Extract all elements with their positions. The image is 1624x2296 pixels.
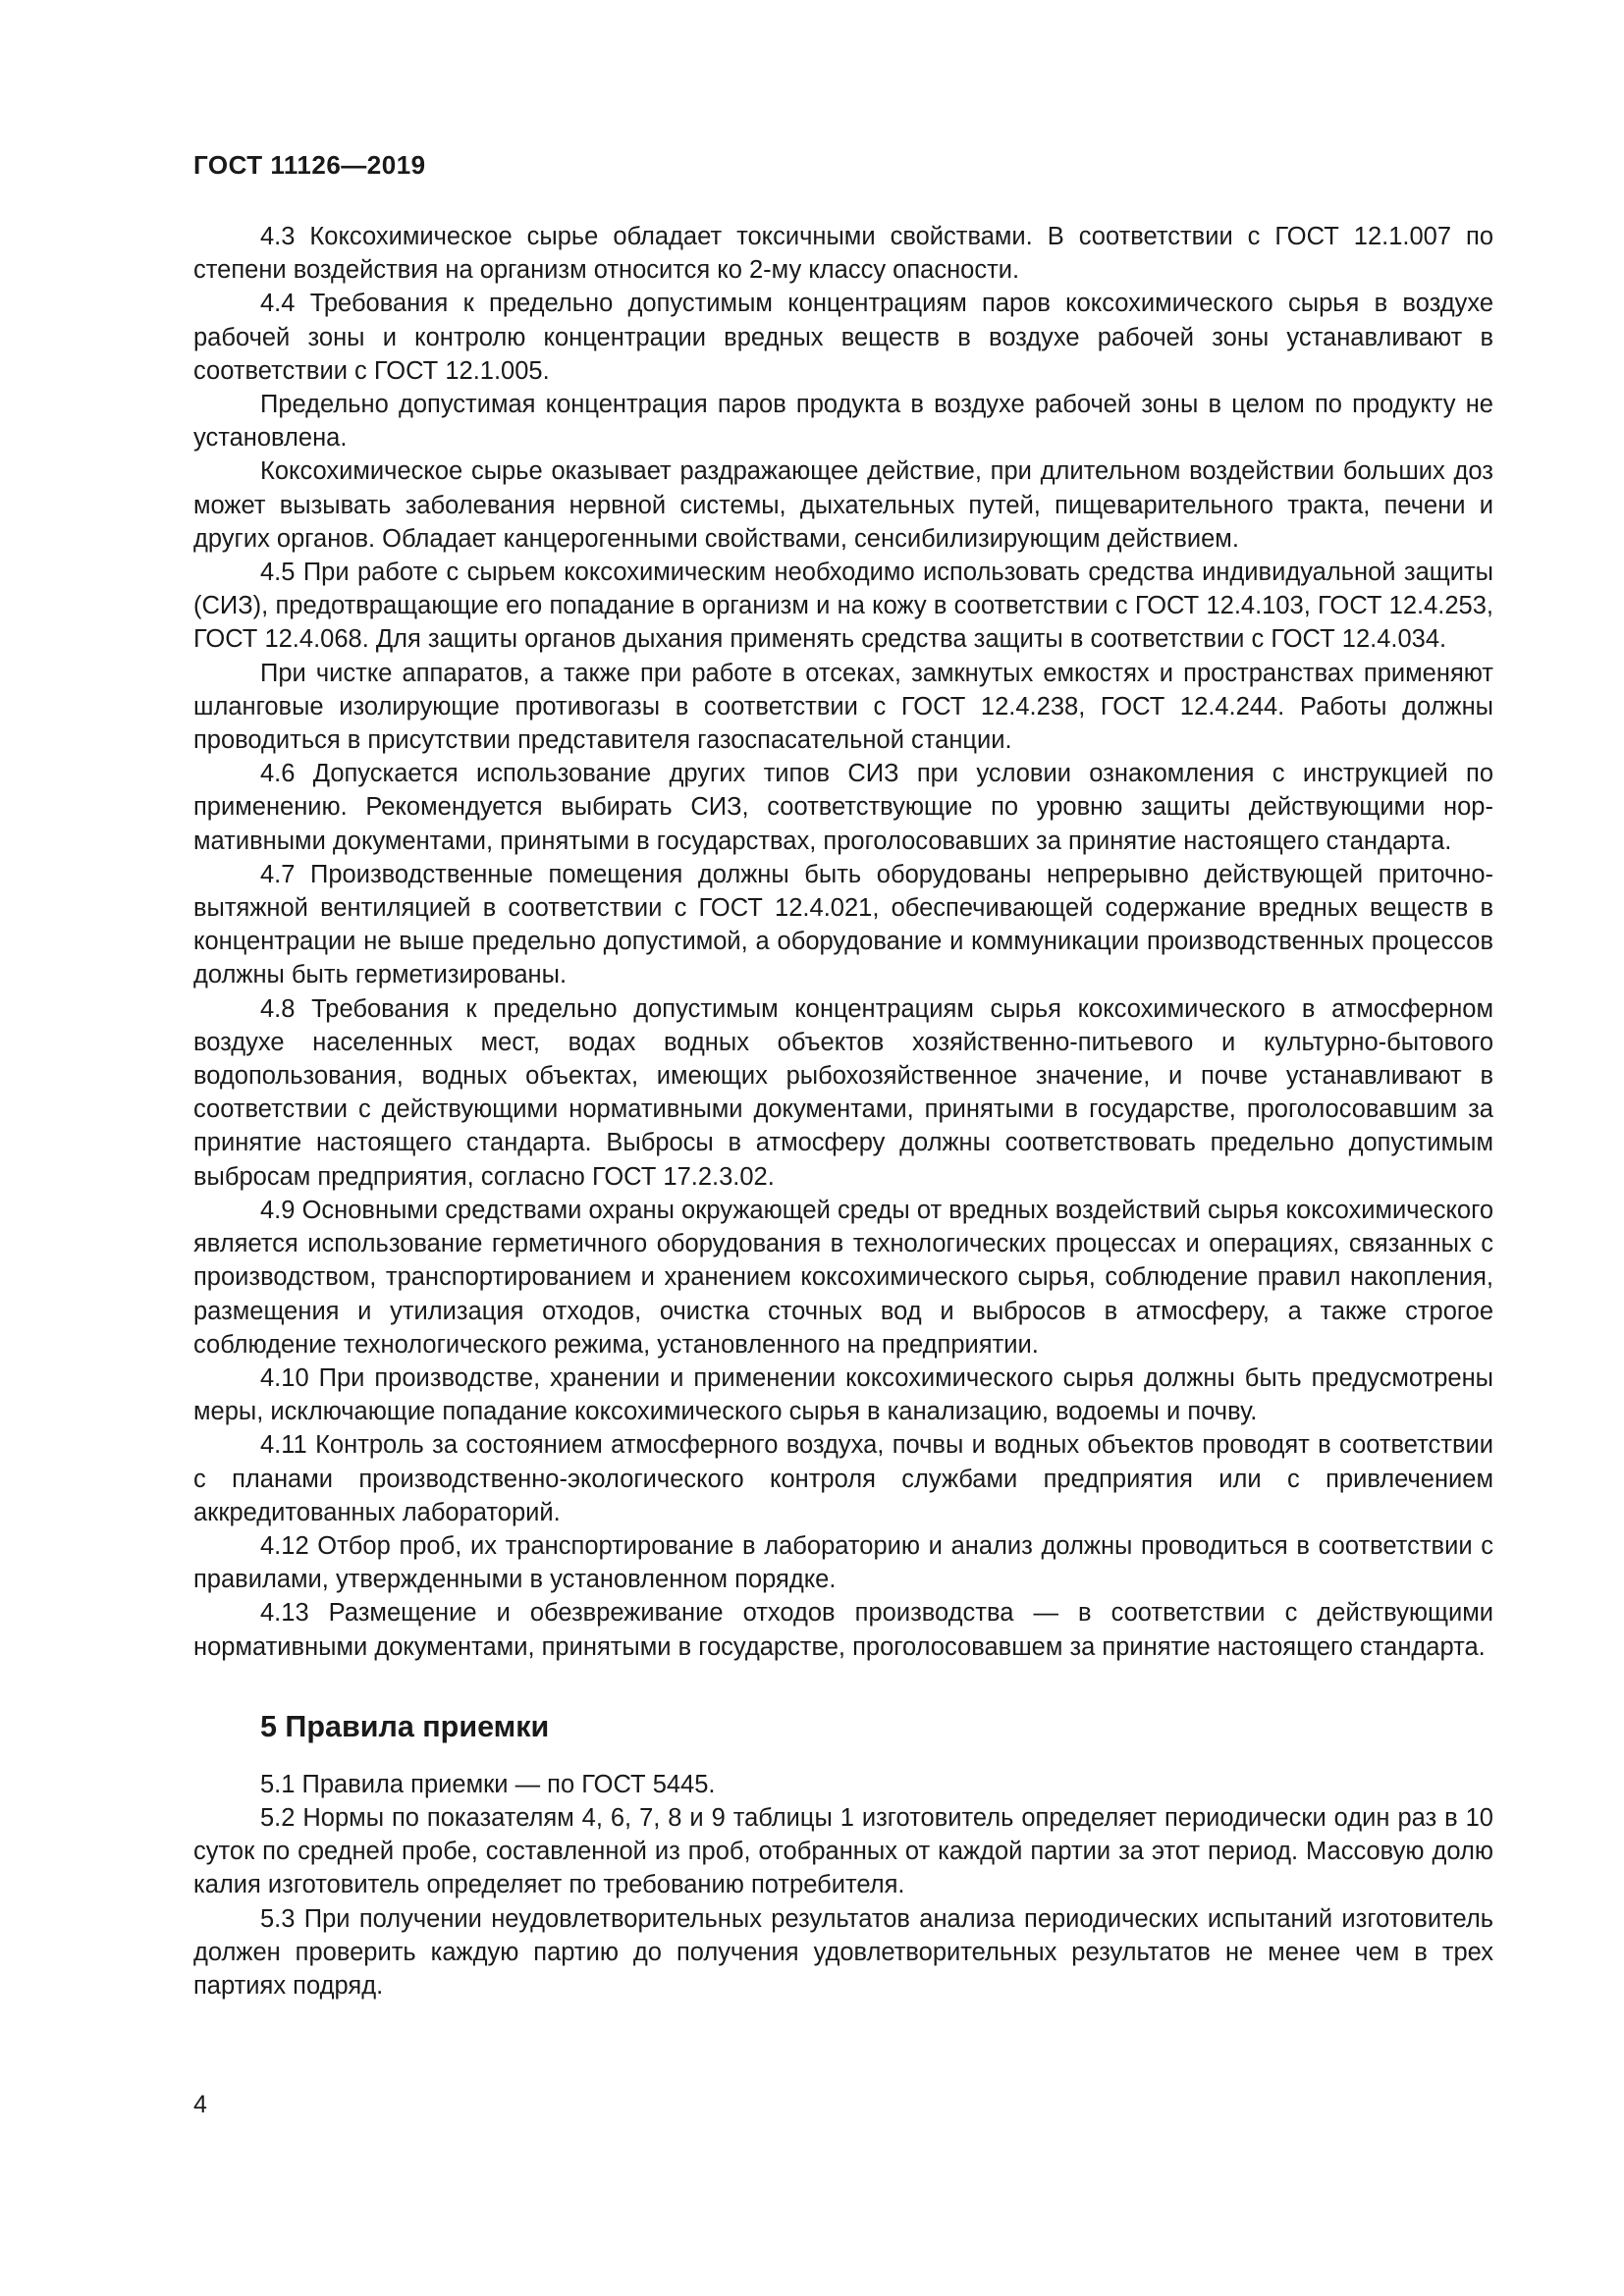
document-body: [193, 220, 1493, 2002]
paragraph-4-4-effects: Коксохимическое сырье оказывает раздражающее действие, при длительном воздействии больших доз может вызывать заболевания нервной системы, дыхательных путей, пищеварительного тракта, печени и других органов. Обладает канцерогенными свойствами, сенсибилизирующим действием.: [193, 457, 1493, 553]
paragraph-4-12: 4.12 Отбор проб, их транспортирование в лабораторию и анализ должны проводиться в соответствии с правилами, утвержденными в установленном порядке.: [193, 1531, 1493, 1594]
paragraph-4-4: 4.4 Требования к предельно допустимым концентрациям паров коксохимического сырья в воздухе рабочей зоны и контролю концентрации вредных веществ в воздухе рабочей зоны устанавливают в соответствии с ГОСТ 12.1.005.: [193, 290, 1493, 385]
paragraph-4-5: 4.5 При работе с сырьем коксохимическим необходимо использовать средства индивидуальной защиты (СИЗ), предотвращающие его попадание в организм и на кожу в соответствии с ГОСТ 12.4.103, ГОСТ 12.4.253, ГОСТ 12.4.068. Для защиты органов дыхания применять средства защиты в соответствии с ГОСТ 12.4.034.: [193, 559, 1493, 654]
paragraph-4-8: 4.8 Требования к предельно допустимым концентрациям сырья коксохимического в атмосферном воздухе населенных мест, водах водных объектов хозяйственно-питьевого и культурно-бытового водопользования, водных объектах, имеющих рыбохозяйственное значение, и почве устанавливают в соответствии с действующими нормативными документами, принятыми в государстве, проголосовавшим за принятие настоящего стандарта. Выбросы в атмосферу должны соответствовать предельно допустимым выбросам предприятия, согласно ГОСТ 17.2.3.02.: [193, 994, 1493, 1191]
paragraph-5-2: 5.2 Нормы по показателям 4, 6, 7, 8 и 9 таблицы 1 изготовитель определяет периодически один раз в 10 суток по средней пробе, составленной из проб, отобранных от каждой партии за этот период. Массовую долю калия изготовитель определяет по требованию потребителя.: [193, 1803, 1493, 1899]
paragraph-4-13: 4.13 Размещение и обезвреживание отходов производства — в соответствии с действующими нормативными документами, принятыми в государстве, проголосовавшем за принятие настоящего стандарта.: [193, 1599, 1493, 1661]
paragraph-4-7: 4.7 Производственные помещения должны быть оборудованы непрерывно действующей приточно-вытяжной вентиляцией в соответствии с ГОСТ 12.4.021, обеспечивающей содержание вредных веществ в концентрации не выше предельно допустимой, а оборудование и коммуникации производственных процессов должны быть герметизированы.: [193, 860, 1493, 989]
paragraph-4-5-gas-masks: При чистке аппаратов, а также при работе в отсеках, замкнутых емкостях и пространствах применяют шланговые изолирующие противогазы в соответствии с ГОСТ 12.4.238, ГОСТ 12.4.244. Работы должны проводиться в присутствии представителя газоспасательной станции.: [193, 659, 1493, 755]
paragraph-4-6: 4.6 Допускается использование других типов СИЗ при условии ознакомления с инструкцией по применению. Рекомендуется выбирать СИЗ, соответствующие по уровню защиты действующими нормативными документами, принятыми в государствах, проголосовавших за принятие настоящего стандарта.: [193, 760, 1493, 855]
paragraph-4-11: 4.11 Контроль за состоянием атмосферного воздуха, почвы и водных объектов проводят в соответствии с планами производственно-экологического контроля службами предприятия или с привлечением аккредитованных лабораторий.: [193, 1431, 1493, 1526]
page-number: 4: [193, 2091, 207, 2118]
paragraph-5-3: 5.3 При получении неудовлетворительных результатов анализа периодических испытаний изготовитель должен проверить каждую партию до получения удовлетворительных результатов не менее чем в трех партиях подряд.: [193, 1904, 1493, 2000]
paragraph-4-9: 4.9 Основными средствами охраны окружающей среды от вредных воздействий сырья коксохимического является использование герметичного оборудования в технологических процессах и операциях, связанных с производством, транспортированием и хранением коксохимического сырья, соблюдение правил накопления, размещения и утилизация отходов, очистка сточных вод и выбросов в атмосферу, а также строгое соблюдение технологического режима, установленного на предприятии.: [193, 1196, 1493, 1359]
paragraph-4-10: 4.10 При производстве, хранении и применении коксохимического сырья должны быть предусмотрены меры, исключающие попадание коксохимического сырья в канализацию, водоемы и почву.: [193, 1363, 1493, 1426]
section-5-title: 5 Правила приемки: [260, 1709, 550, 1743]
document-header: ГОСТ 11126—2019: [193, 150, 426, 180]
paragraph-5-1: 5.1 Правила приемки — по ГОСТ 5445.: [260, 1770, 716, 1798]
paragraph-4-4-pdk: Предельно допустимая концентрация паров продукта в воздухе рабочей зоны в целом по продукту не установлена.: [193, 391, 1493, 453]
paragraph-4-3: 4.3 Коксохимическое сырье обладает токсичными свойствами. В соответствии с ГОСТ 12.1.007 по степени воздействия на организм относится ко 2-му классу опасности.: [193, 223, 1493, 285]
